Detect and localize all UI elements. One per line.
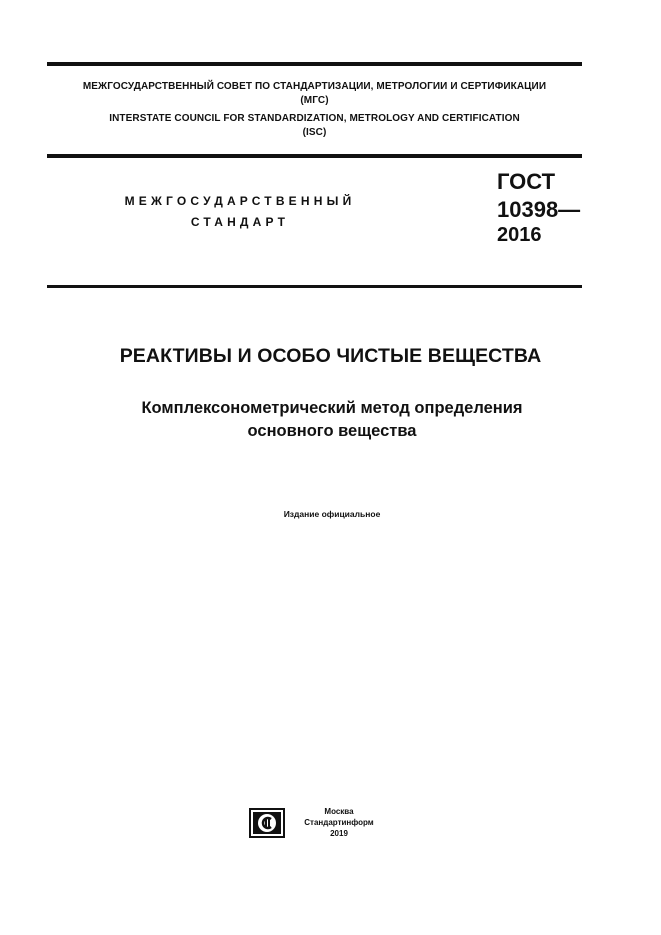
standard-kind	[100, 191, 380, 233]
council-en-name: INTERSTATE COUNCIL FOR STANDARDIZATION, METROLOGY AND CERTIFICATION	[109, 113, 520, 124]
document-subtitle	[47, 397, 617, 443]
top-divider	[47, 62, 582, 66]
standard-kind-line1: МЕЖГОСУДАРСТВЕННЫЙ	[124, 194, 356, 208]
council-name-ru	[47, 80, 582, 108]
subtitle-line1: Комплексонометрический метод определения	[141, 399, 523, 417]
standard-kind-line2: СТАНДАРТ	[190, 215, 290, 229]
designation-number: 10398—	[497, 197, 581, 222]
publisher-year: 2019	[330, 829, 348, 838]
council-en-abbr: (ISC)	[302, 127, 327, 138]
publisher-info	[291, 806, 387, 839]
designation-year: 2016	[497, 224, 542, 246]
document-title: РЕАКТИВЫ И ОСОБО ЧИСТЫЕ ВЕЩЕСТВА	[119, 345, 542, 367]
council-ru-abbr: (МГС)	[300, 95, 329, 106]
title-divider	[47, 285, 582, 288]
standard-designation	[497, 168, 580, 246]
standartinform-logo-icon	[249, 808, 285, 838]
subtitle-line2: основного вещества	[247, 422, 417, 440]
header-divider	[47, 154, 582, 158]
designation-prefix: ГОСТ	[497, 169, 556, 194]
edition-label: Издание официальное	[283, 509, 381, 519]
council-ru-name: МЕЖГОСУДАРСТВЕННЫЙ СОВЕТ ПО СТАНДАРТИЗАЦИИ, МЕТРОЛОГИИ И СЕРТИФИКАЦИИ	[82, 81, 547, 92]
publisher-city: Москва	[324, 807, 354, 816]
publisher-name: Стандартинформ	[304, 818, 374, 827]
council-name-en	[47, 112, 582, 140]
